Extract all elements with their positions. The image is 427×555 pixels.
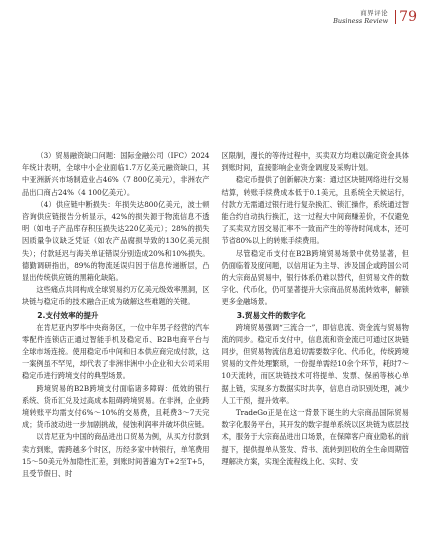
paragraph-b2b-obstacles: 跨境贸易的B2B跨境支付面临诸多障碍：低效的银行系统、货币汇兑及过高成本阻碍跨境贸易。在非洲，企业跨境转账平均需支付6%～10%的交易费，且耗费3～7天完成；货币波动进一步加剧挑战，侵蚀利润率并破坏供应链。 — [22, 383, 210, 430]
page-header — [333, 8, 417, 25]
left-column — [22, 150, 210, 480]
paragraph-trade-finance-gap: （3）贸易融资缺口问题：国际金融公司（IFC）2024年统计表明，全球中小企业面临1.7万亿美元融资缺口，其中亚洲新兴市场制造业占46%（7 800亿美元），非洲农产品出口商占24%（4 100亿美元）。 — [22, 151, 210, 197]
paragraph-three-flows: 跨境贸易强调“三流合一”，即信息流、资金流与贸易物流的同步。稳定币支付中，信息流和资金流已可通过区块链同步，但贸易物流信息追切需要数字化、代币化，传统跨境贸易的文件处理繁琐，一份提单需经10余个环节，耗时7～10天流转，而区块链技术可将提单、发票、保函等核心单据上链，实现多方数据实时共享，信息自动识别处理，减少人工干预，提升效率。 — [221, 322, 409, 405]
paragraph-kenya-china-example: 以肯尼亚为中国的商品进出口贸易为例，从买方付款到卖方到账，需跨越多个时区，历经多家中转银行，单笔费用15～50美元外加隐性汇差，到账时间普遍为T+2至T+5，且受节假日、时 — [22, 432, 210, 479]
paragraph-stablecoin-solution: 稳定币提供了创新解决方案：通过区块链网络进行交易结算，转账手续费成本低于0.1美元，且系统全天候运行，付款方无需通过银行进行复杂换汇、锁汇操作，系统通过智能合约自动执行换汇，这一过程大中间商赚差价，不仅避免了买卖双方因交易汇率不一致而产生的等待时间成本，还可节省80%以上的转账手续费用。 — [221, 175, 409, 246]
magazine-name-en: Business Review — [333, 17, 389, 25]
magazine-title — [333, 8, 388, 25]
page-number: 79 — [399, 8, 417, 25]
paragraph-stablecoin-limits: 尽管稳定币支付在B2B跨境贸易场景中优势显著，但仍面临着及度问题，以信用证为主导、涉及国企或跨国公司的大宗商品贸易中，银行体系仍难以替代，但贸易文件的数字化、代币化，仍可显著提升大宗商品贸易流转效率，解锁更多金融场景。 — [221, 248, 409, 307]
paragraph-continuation: 区限制，漫长的等待过程中，买卖双方均难以确定资金具体到账时间，直接影响企业资金调度及采购计划。 — [221, 151, 409, 173]
paragraph-tradego: TradeGo正是在这一背景下诞生的大宗商品国际贸易数字化服务平台，其开发的数字提单系统以区块链为底层技术，服务于大宗商品进出口场景，在保障客户商业隐私的前提下，提供提单从签发、背书、流转到回收的全生命周期管理解决方案，实现全流程线上化、实时、安 — [221, 408, 409, 466]
section-heading-payment-efficiency: 2.支付效率的提升 — [37, 310, 99, 320]
paragraph-nairobi-case: 在肯尼亚内罗毕中央商务区，一位中年男子经营的汽车零配件连锁店正通过智能手机及稳定币、B2B电商平台与全球市场连接。使用稳定币中间和日本供应商完成付款，这一案例虽不罕见，却代表了非洲非洲中小企业和大公司采用稳定币进行跨境支付的典型场景。 — [22, 322, 210, 381]
article-body — [22, 150, 409, 480]
paragraph-pain-points-summary: 这些痛点共同构成全球贸易约万亿美元级效率黑洞，区块链与稳定币的技术融合正成为破解这些难题的关键。 — [22, 285, 210, 307]
right-column — [222, 150, 410, 480]
header-divider — [395, 10, 396, 24]
paragraph-supply-chain-loss: （4）供应链中断损失：年损失达800亿美元，波士顿咨询供应链报告分析显示，42%的损失源于物流信息不透明（如电子产品库存积压损失达220亿美元）；28%的损失因质量争议缺乏凭证（如农产品腐损导致的130亿美元损失）；付款延迟与海关单证错误分别造成20%和10%损失。德勤调研指出，89%的物流延误归因于信息传递断层，凸显出传统供应链的黑箱化缺陷。 — [22, 199, 210, 283]
magazine-name-cn: 商界评论 — [360, 9, 389, 17]
section-heading-document-digitization: 3.贸易文件的数字化 — [236, 310, 306, 320]
